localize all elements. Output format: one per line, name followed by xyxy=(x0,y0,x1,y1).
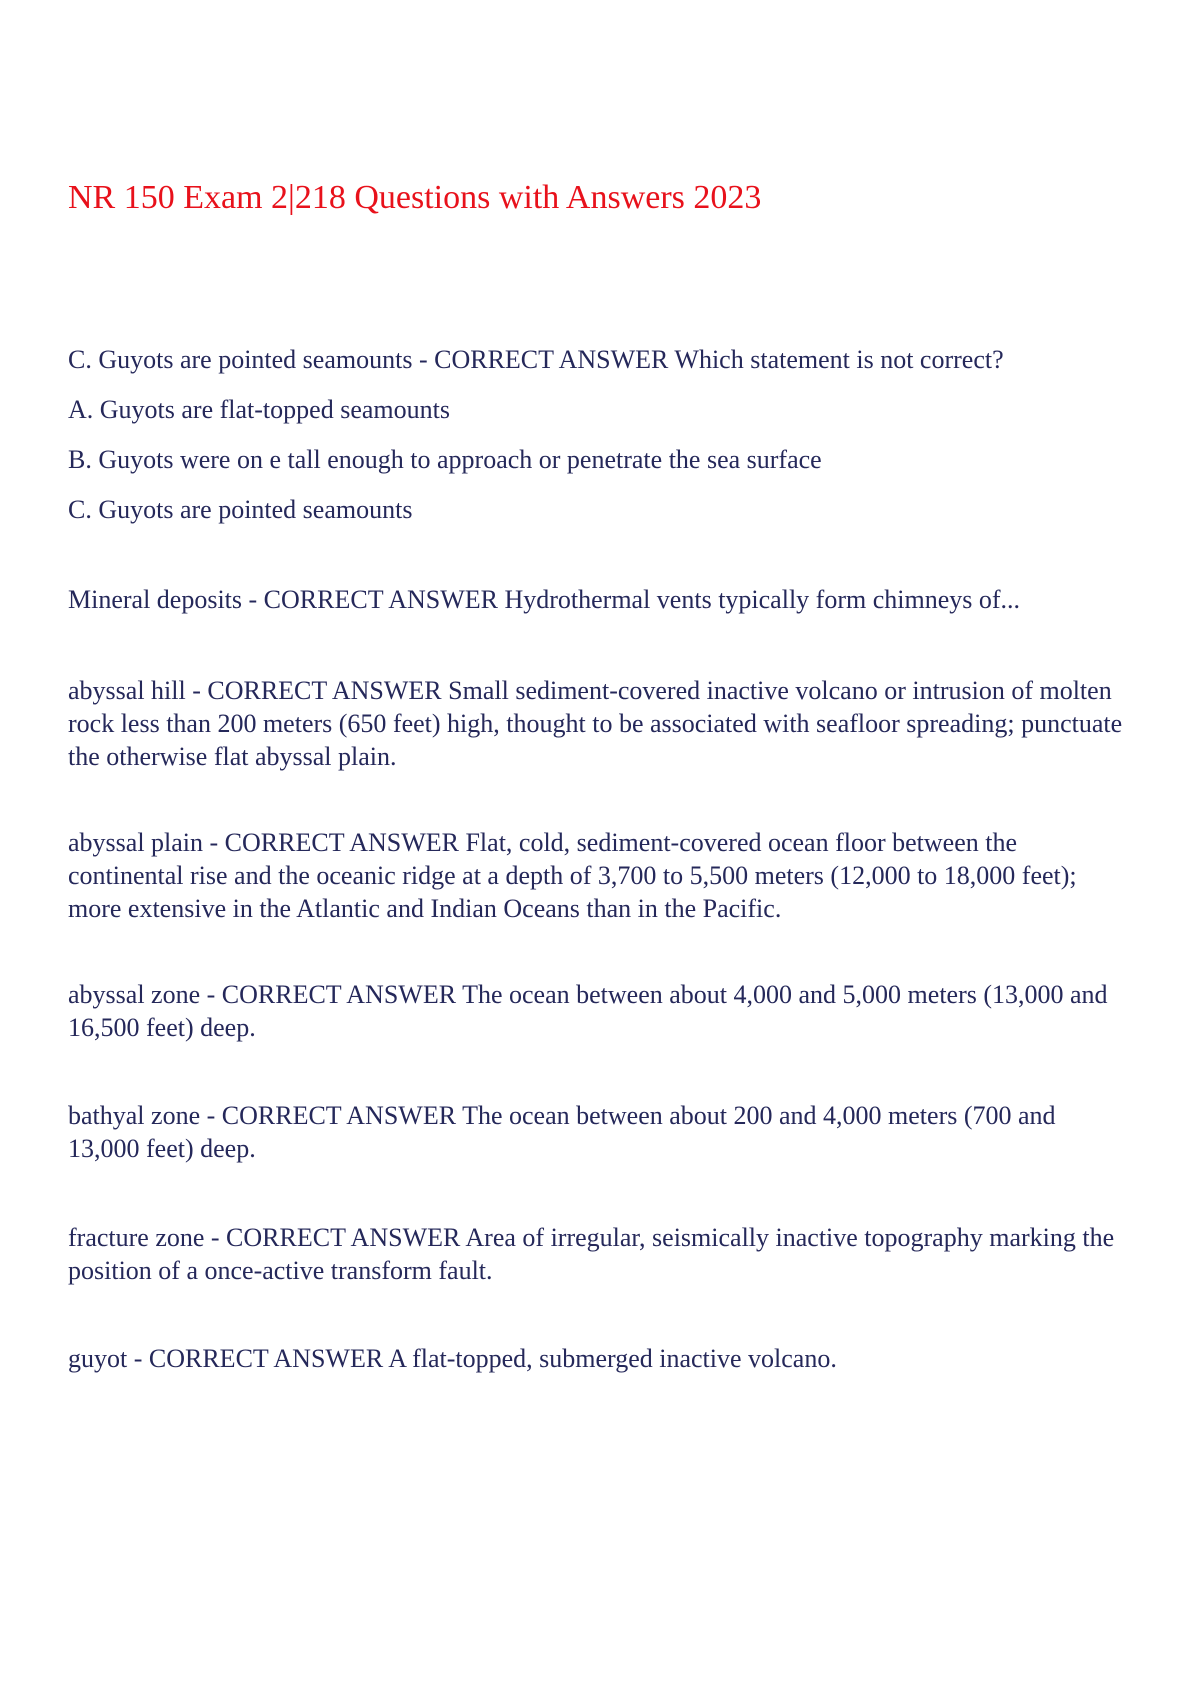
document-title: NR 150 Exam 2|218 Questions with Answers 2023 xyxy=(68,179,762,216)
option-a: A. Guyots are flat-topped seamounts xyxy=(68,395,450,424)
entry-abyssal-hill: abyssal hill - CORRECT ANSWER Small sediment-covered inactive volcano or intrusion of molten rock less than 200 meters (650 feet) high, thought to be associated with seafloor spreading; punctuate the otherwise flat abyssal plain. xyxy=(68,676,1123,771)
entry-abyssal-plain: abyssal plain - CORRECT ANSWER Flat, cold, sediment-covered ocean floor between the continental rise and the oceanic ridge at a depth of 3,700 to 5,500 meters (12,000 to 18,000 feet); more extensive in the Atlantic and Indian Oceans than in the Pacific. xyxy=(68,828,1077,923)
option-c: C. Guyots are pointed seamounts xyxy=(68,495,413,524)
entry-abyssal-zone: abyssal zone - CORRECT ANSWER The ocean between about 4,000 and 5,000 meters (13,000 and 16,500 feet) deep. xyxy=(68,980,1108,1042)
entry-guyot: guyot - CORRECT ANSWER A flat-topped, submerged inactive volcano. xyxy=(68,1344,837,1373)
entry-fracture-zone: fracture zone - CORRECT ANSWER Area of irregular, seismically inactive topography marking the position of a once-active transform fault. xyxy=(68,1223,1115,1285)
question-stem-guyots: C. Guyots are pointed seamounts - CORRECT ANSWER Which statement is not correct? xyxy=(68,345,1004,374)
entry-mineral-deposits: Mineral deposits - CORRECT ANSWER Hydrothermal vents typically form chimneys of... xyxy=(68,585,1021,614)
entry-bathyal-zone: bathyal zone - CORRECT ANSWER The ocean between about 200 and 4,000 meters (700 and 13,000 feet) deep. xyxy=(68,1101,1056,1163)
option-b: B. Guyots were on e tall enough to approach or penetrate the sea surface xyxy=(68,445,822,474)
